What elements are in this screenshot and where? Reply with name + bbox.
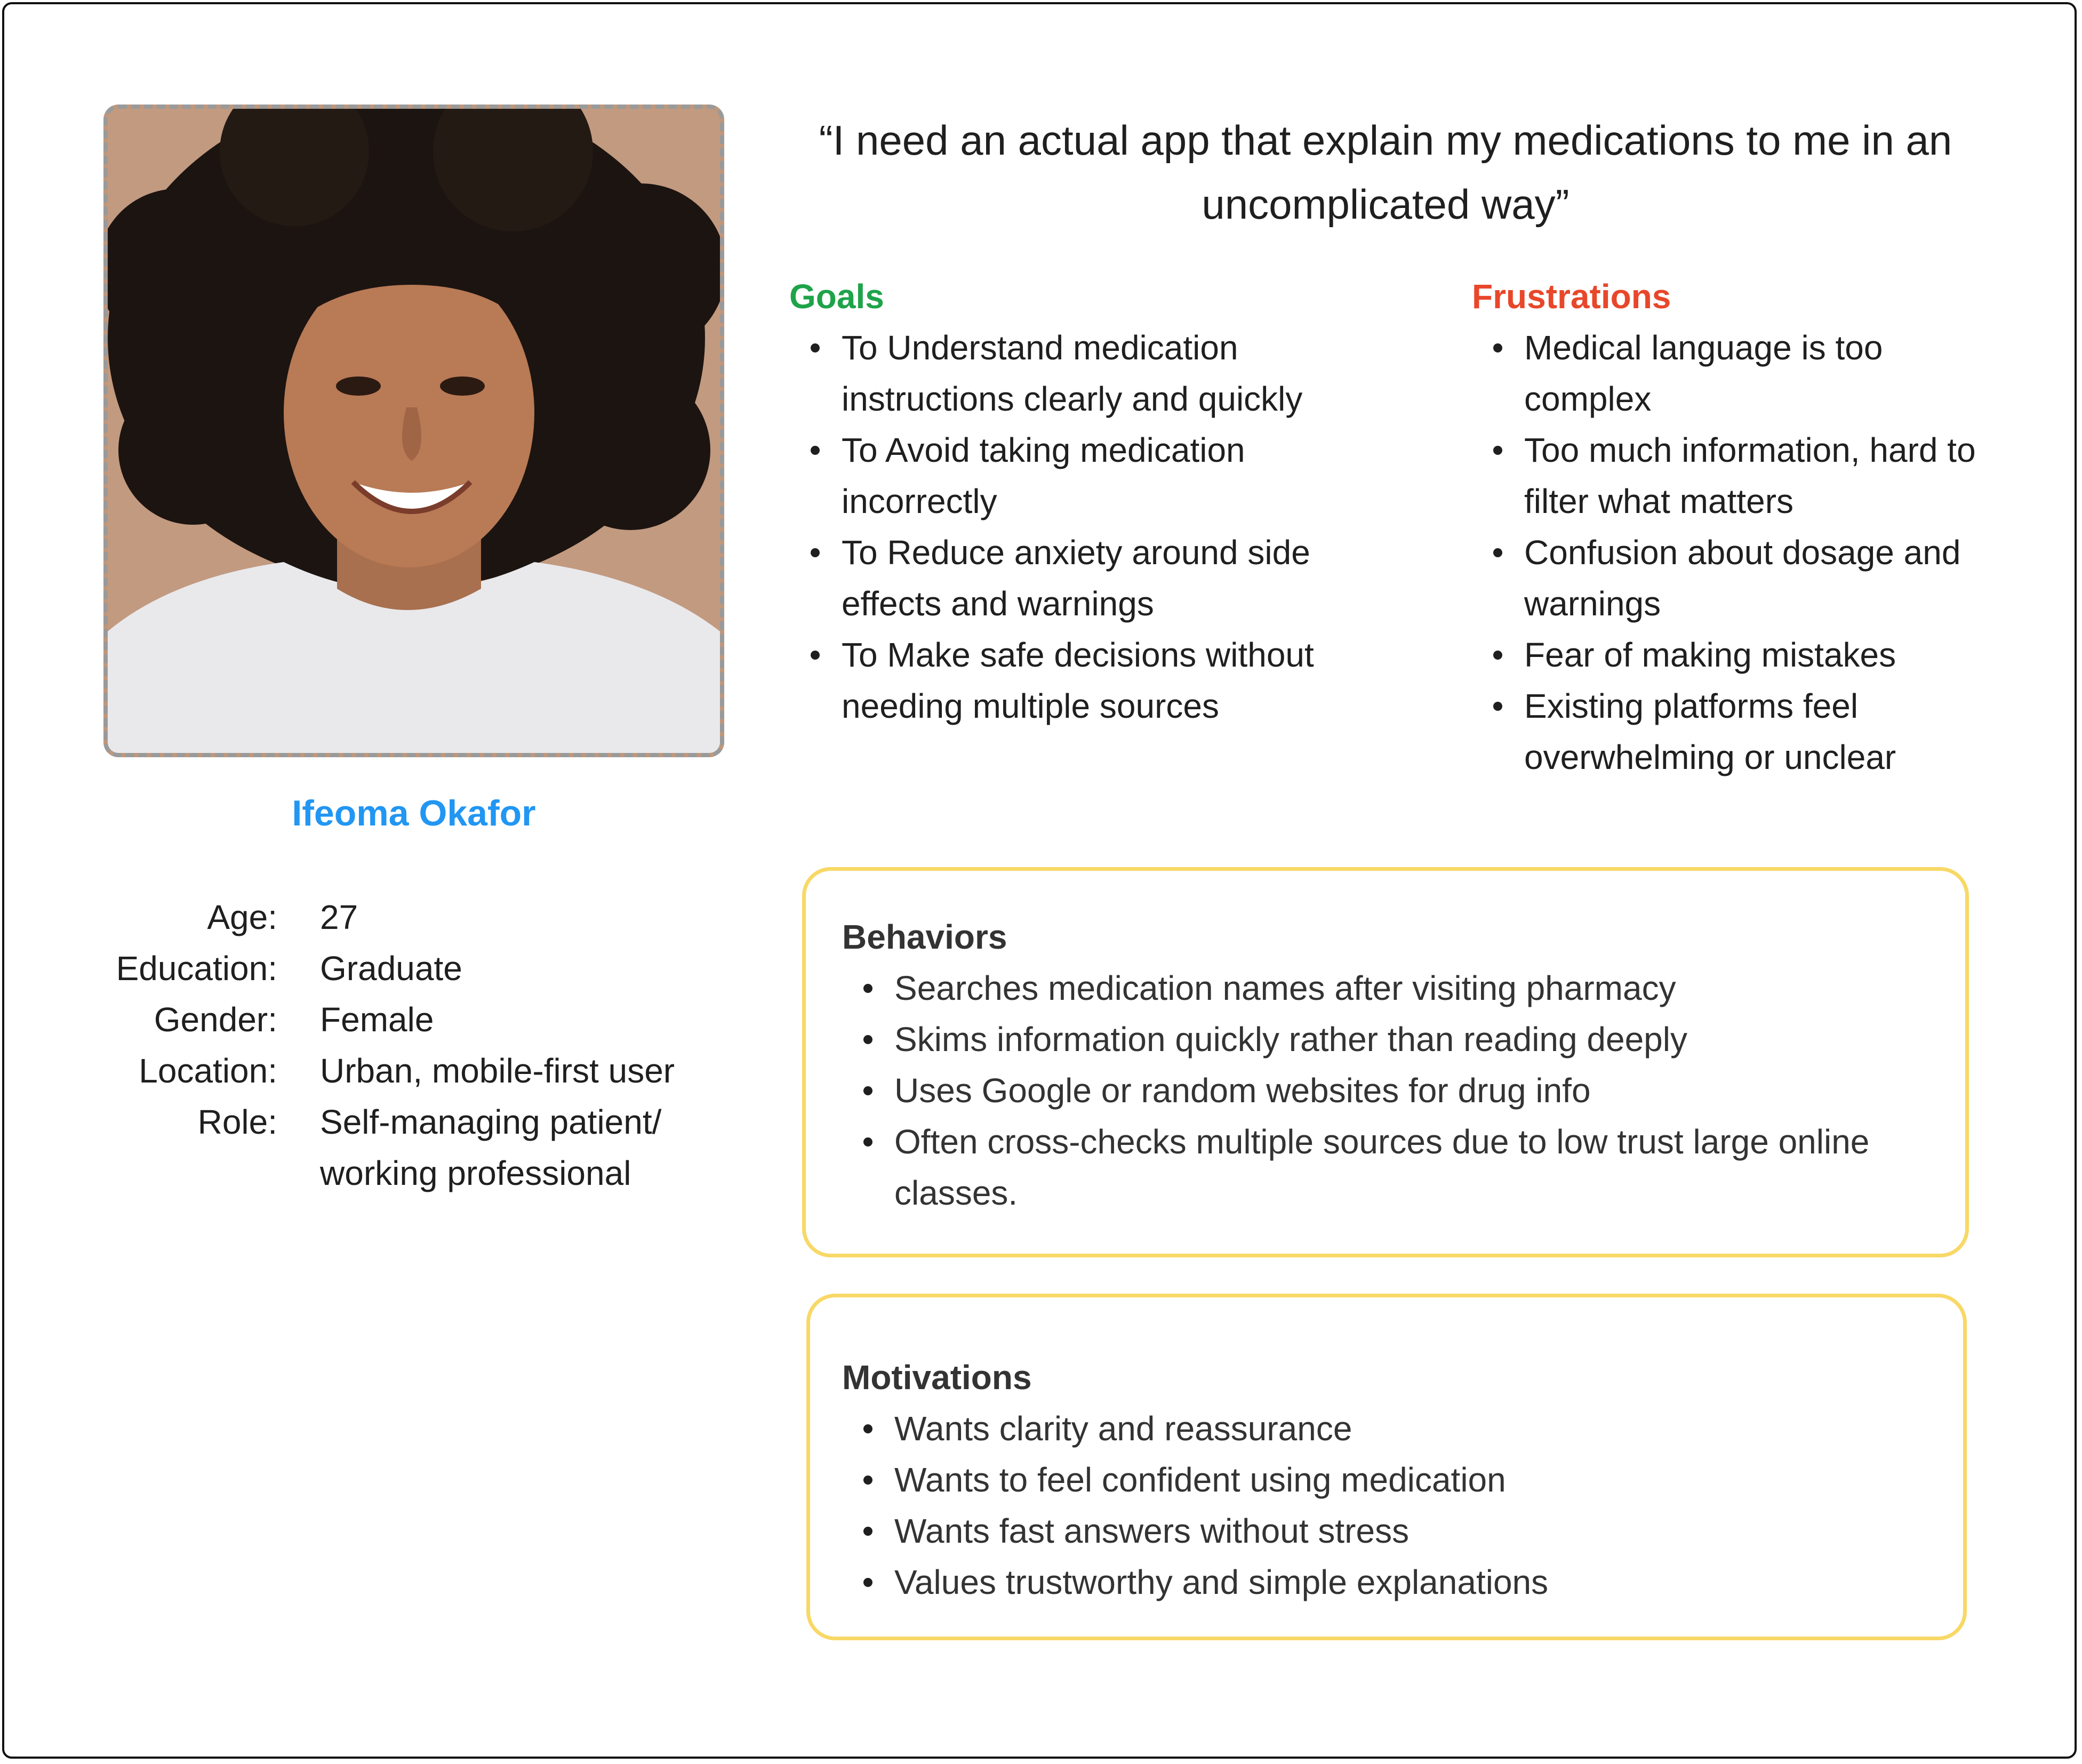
detail-value: Female	[320, 1000, 434, 1039]
goals-list	[789, 322, 1323, 732]
behaviors-box	[802, 867, 1969, 1257]
list-item: To Understand medication instructions clearly and quickly	[789, 322, 1323, 424]
motivations-list	[842, 1403, 1931, 1608]
list-item: To Make safe decisions without needing multiple sources	[789, 629, 1323, 732]
persona-photo	[103, 105, 724, 757]
detail-label: Age:	[207, 898, 277, 936]
detail-label: Location:	[139, 1052, 277, 1090]
persona-portrait-icon	[108, 109, 720, 753]
persona-quote: “I need an actual app that explain my medications to me in an uncomplicated way”	[819, 117, 1952, 228]
frustrations-title: Frustrations	[1472, 277, 1671, 316]
detail-value: Urban, mobile-first user	[320, 1052, 675, 1090]
list-item: Confusion about dosage and warnings	[1472, 527, 2005, 629]
goals-title: Goals	[789, 277, 884, 316]
detail-row-role	[84, 1096, 751, 1199]
detail-row-education	[84, 943, 751, 994]
list-item: Searches medication names after visiting pharmacy	[842, 963, 1933, 1014]
list-item: Skims information quickly rather than reading deeply	[842, 1014, 1933, 1065]
detail-value: Graduate	[320, 949, 462, 988]
list-item: Uses Google or random websites for drug info	[842, 1065, 1933, 1116]
frustrations-list	[1472, 322, 2005, 783]
list-item: Often cross-checks multiple sources due to low trust large online classes.	[842, 1116, 1933, 1218]
detail-value: Self-managing patient/ working professional	[320, 1103, 662, 1192]
detail-label: Role:	[197, 1103, 277, 1141]
list-item: To Avoid taking medication incorrectly	[789, 424, 1323, 527]
list-item: Fear of making mistakes	[1472, 629, 2005, 680]
goals-section	[789, 271, 1323, 732]
list-item: Medical language is too complex	[1472, 322, 2005, 424]
list-item: Existing platforms feel overwhelming or unclear	[1472, 680, 2005, 783]
detail-label: Education:	[116, 949, 277, 988]
detail-row-age	[84, 892, 751, 943]
detail-label: Gender:	[154, 1000, 277, 1039]
detail-row-location	[84, 1045, 751, 1096]
list-item: Wants clarity and reassurance	[842, 1403, 1931, 1454]
list-item: Too much information, hard to filter what matters	[1472, 424, 2005, 527]
persona-details	[84, 892, 751, 1199]
persona-card	[2, 2, 2077, 1759]
list-item: To Reduce anxiety around side effects and warnings	[789, 527, 1323, 629]
list-item: Wants to feel confident using medication	[842, 1454, 1931, 1505]
detail-value: 27	[320, 898, 358, 936]
motivations-title: Motivations	[842, 1358, 1032, 1397]
list-item: Wants fast answers without stress	[842, 1505, 1931, 1557]
behaviors-title: Behaviors	[842, 918, 1007, 956]
behaviors-list	[842, 963, 1933, 1218]
persona-name: Ifeoma Okafor	[292, 793, 536, 833]
frustrations-section	[1472, 271, 2005, 783]
list-item: Values trustworthy and simple explanations	[842, 1557, 1931, 1608]
motivations-box	[806, 1294, 1967, 1640]
detail-row-gender	[84, 994, 751, 1045]
